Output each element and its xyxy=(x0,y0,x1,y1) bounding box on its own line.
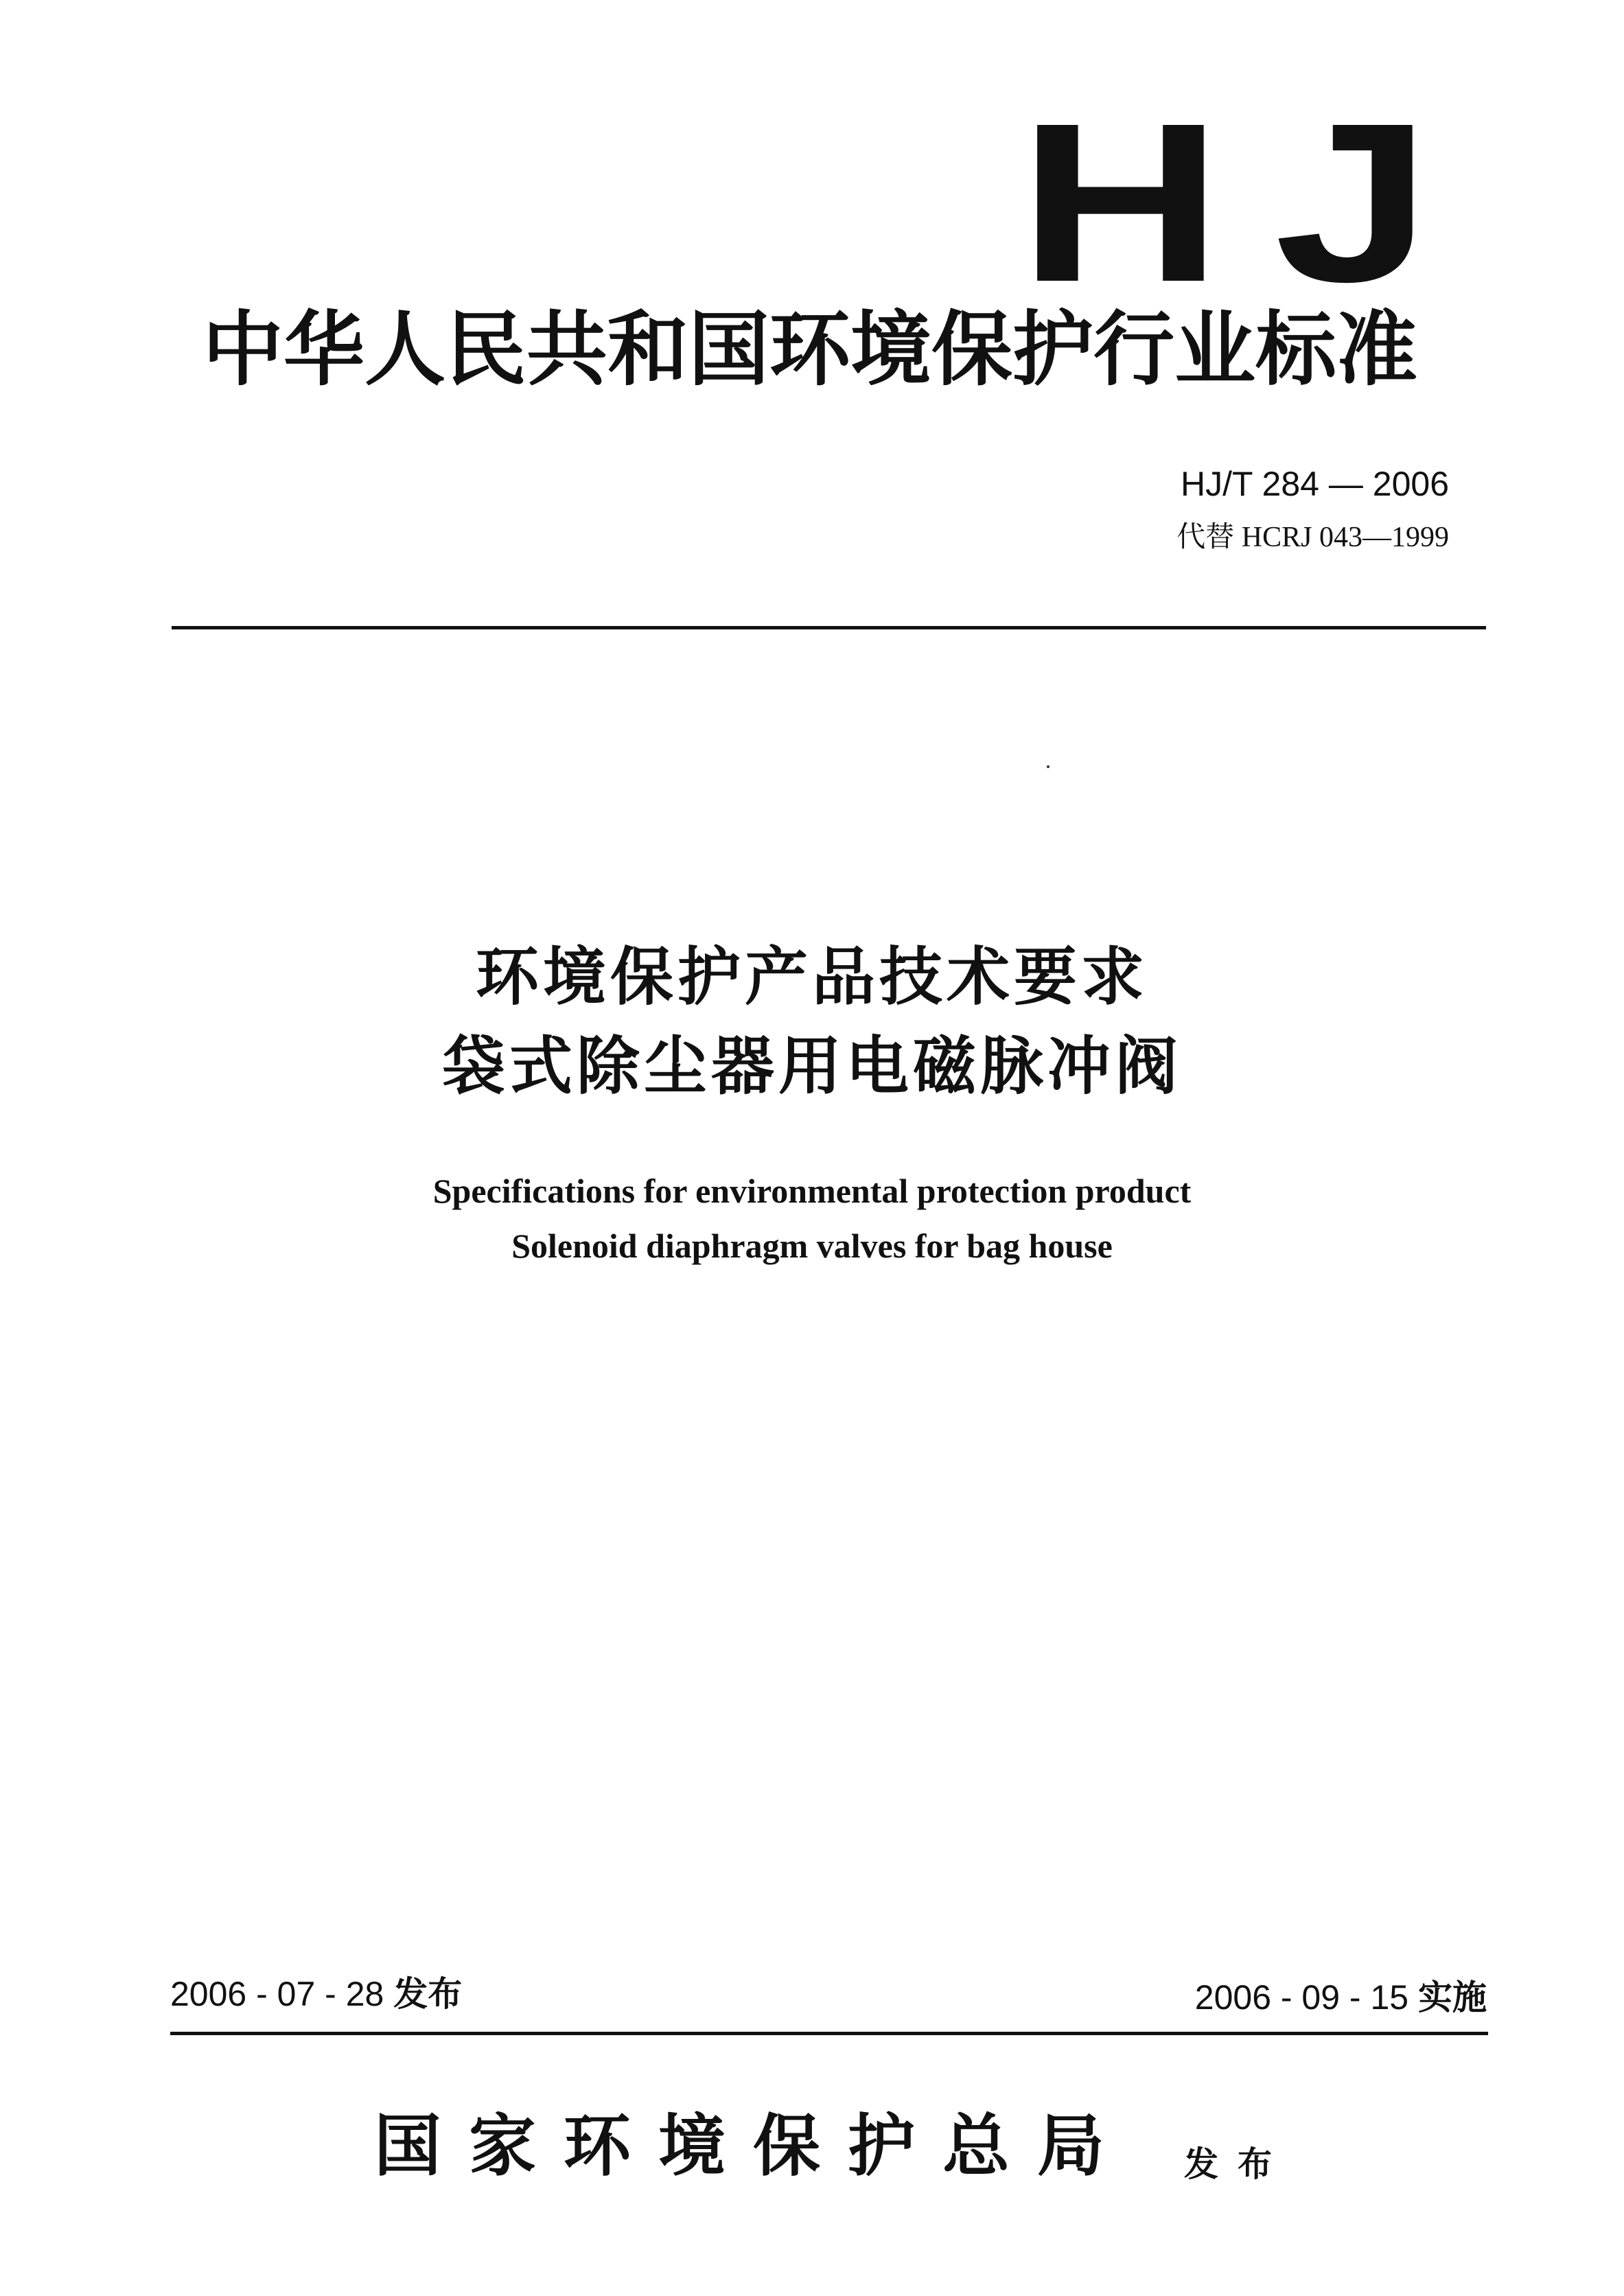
effective-label: 实施 xyxy=(1418,1978,1487,2017)
standard-number: HJ/T 284 — 2006 xyxy=(1181,465,1449,503)
issue-date-value: 2006 - 07 - 28 xyxy=(170,1975,384,2013)
chinese-title-line-1: 环境保护产品技术要求 xyxy=(475,940,1148,1014)
issuing-authority-title: 中华人民共和国环境保护行业标准 xyxy=(202,302,1418,397)
footer-divider xyxy=(170,2032,1488,2035)
scan-speck xyxy=(1047,765,1049,768)
header-divider xyxy=(172,626,1486,629)
hj-logo-mark: HJ xyxy=(1018,76,1483,329)
effective-date xyxy=(1195,1980,1487,2015)
english-title-line-1: Specifications for environmental protection product xyxy=(432,1172,1192,1210)
english-title-line-2: Solenoid diaphragm valves for bag house xyxy=(511,1227,1113,1265)
effective-date-value: 2006 - 09 - 15 xyxy=(1194,1978,1409,2017)
issue-date xyxy=(170,1974,463,2014)
replaces-standard: 代替 HCRJ 043—1999 xyxy=(1176,522,1449,553)
issuer-name: 国家环境保护总局 xyxy=(374,2107,1133,2185)
issuer-suffix: 发布 xyxy=(1184,2144,1291,2184)
issue-label: 发布 xyxy=(393,1974,463,2014)
chinese-title-line-2: 袋式除尘器用电磁脉冲阀 xyxy=(441,1030,1182,1103)
